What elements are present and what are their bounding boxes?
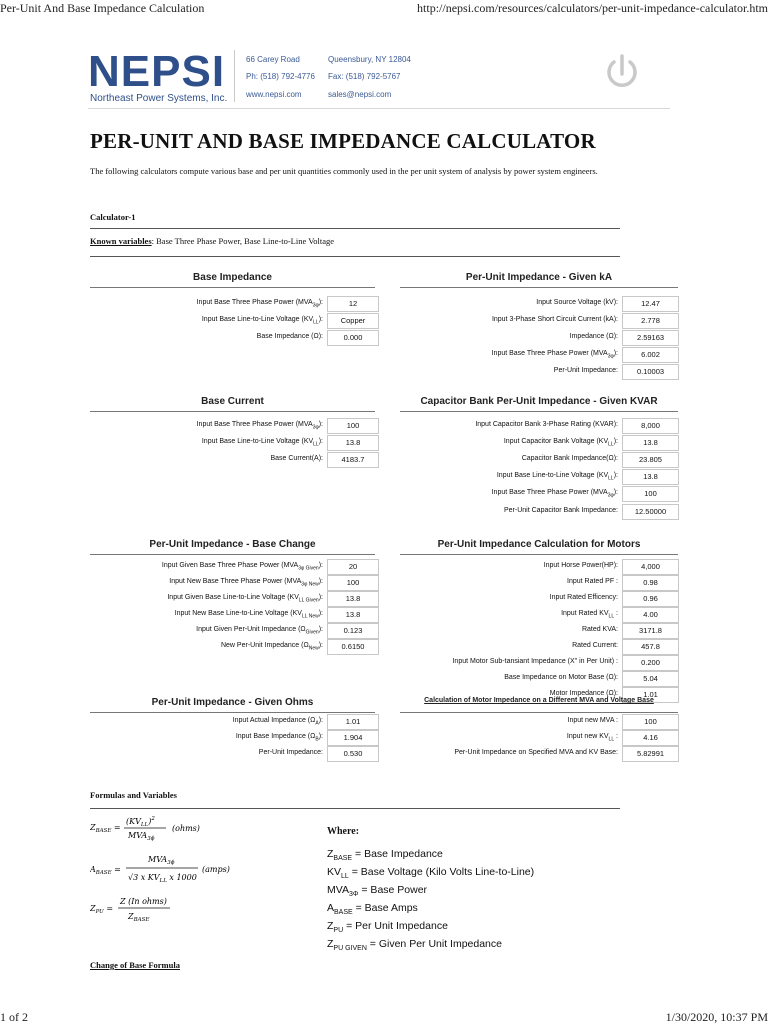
given-ohms-label: Per-Unit Impedance: (258, 749, 323, 756)
base-current-rule (90, 411, 375, 412)
given-ohms-rule (90, 712, 375, 713)
base-change-label: Input New Base Line-to-Line Voltage $(KV_{LL New})$: (174, 610, 323, 620)
banner-divider (234, 50, 235, 102)
motors-input[interactable]: 4.00 (622, 607, 679, 623)
pu-given-ka-label: Impedance (Ω): (569, 333, 618, 340)
motor-diff-input[interactable]: 100 (622, 714, 679, 730)
motor-diff-title: Calculation of Motor Impedance on a Different MVA and Voltage Base (424, 697, 654, 704)
print-header-url[interactable]: http://nepsi.com/resources/calculators/per-unit-impedance-calculator.htm (417, 1, 768, 15)
svg-text:MVA3ϕ: $MVA_{3\phi}$ (148, 855, 175, 866)
pu-given-ka-label: Input 3-Phase Short Circuit Current (kA): (491, 316, 618, 323)
cap-bank-label: Input Capacitor Bank Voltage $(KV_{LL})$: (503, 438, 618, 448)
cap-bank-label: Input Base Line-to-Line Voltage $(KV_{LL})$: (496, 472, 618, 482)
base-impedance-label: Input Base Line-to-Line Voltage $(KV_{LL})$: (201, 316, 323, 326)
motors-label: Base Impedance on Motor Base (Ω): (504, 674, 618, 681)
svg-text:(ohms): (ohms) (172, 824, 200, 833)
pu-given-ka-input[interactable]: 2.778 (622, 313, 679, 329)
motors-label: Rated KVA: (581, 626, 618, 633)
abase-formula (90, 850, 240, 890)
base-change-input[interactable]: 0.123 (327, 623, 379, 639)
base-impedance-rule (90, 287, 375, 288)
motor-diff-label: Per-Unit Impedance on Specified MVA and KV Base: (454, 749, 618, 756)
zbase-formula (90, 812, 230, 846)
cap-bank-input[interactable]: 100 (622, 486, 679, 502)
print-footer-datetime: 1/30/2020, 10:37 PM (665, 1010, 768, 1024)
svg-text:Z (In ohms): Z (In ohms) (120, 897, 167, 906)
base-current-output: 4183.7 (327, 452, 379, 468)
known-vars-rule (90, 256, 620, 257)
pu-given-ka-input[interactable]: 6.002 (622, 347, 679, 363)
base-impedance-label: Input Base Three Phase Power $(MVA_{3\varphi})$: (196, 299, 323, 309)
contact-phone: Ph: (518) 792-4776 (246, 72, 315, 81)
base-current-label: Input Base Line-to-Line Voltage $(KV_{LL})$: (201, 438, 323, 448)
base-current-title: Base Current (201, 396, 264, 407)
cap-bank-input[interactable]: 8,000 (622, 418, 679, 434)
motor-diff-rule (400, 712, 678, 713)
cap-bank-input[interactable]: 13.8 (622, 435, 679, 451)
motors-output: 457.8 (622, 639, 679, 655)
given-ohms-label: Input Base Impedance $(\Omega_B)$: (235, 733, 323, 743)
definition-item: $Z_{PU}$ = Per Unit Impedance (327, 920, 448, 935)
cap-bank-rule (400, 411, 678, 412)
svg-text:ZBASE =: $Z_{BASE}$ = (90, 823, 121, 834)
cap-bank-label: Per-Unit Capacitor Bank Impedance: (504, 507, 618, 514)
base-impedance-title: Base Impedance (193, 272, 272, 283)
definition-item: $KV_{LL}$ = Base Voltage (Kilo Volts Line-to-Line) (327, 866, 535, 881)
svg-text:√3 x KVLL x 1000: √3 x $KV_{LL}$ x 1000 (128, 873, 197, 884)
motors-input[interactable]: 0.200 (622, 655, 679, 671)
base-impedance-label: Base Impedance (Ω): (256, 333, 323, 340)
given-ohms-input[interactable]: 1.904 (327, 730, 379, 746)
motors-input[interactable]: 4,000 (622, 559, 679, 575)
base-change-label: Input Given Per-Unit Impedance $(\Omega_{Given})$: (196, 626, 323, 636)
variable-definitions (327, 848, 534, 956)
cap-bank-label: Input Base Three Phase Power $(MVA_{3\varphi})$: (491, 489, 618, 499)
pu-given-ka-rule (400, 287, 678, 288)
print-footer-page: 1 of 2 (0, 1010, 28, 1024)
print-header-title: Per-Unit And Base Impedance Calculation (0, 1, 205, 15)
given-ohms-input[interactable]: 1.01 (327, 714, 379, 730)
motors-label: Input Motor Sub-tansiant Impedance (X" in Per Unit) : (452, 658, 618, 665)
cap-bank-output: 12.50000 (622, 504, 679, 520)
base-impedance-input[interactable]: 12 (327, 296, 379, 312)
zpu-formula (90, 893, 200, 927)
motors-label: Rated Current: (572, 642, 618, 649)
pu-given-ka-label: Per-Unit Impedance: (553, 367, 618, 374)
base-current-label: Base Current(A): (270, 455, 323, 462)
motors-input[interactable]: 0.98 (622, 575, 679, 591)
nepsi-banner (88, 42, 670, 109)
known-variables (90, 236, 334, 246)
motor-diff-input[interactable]: 4.16 (622, 730, 679, 746)
contact-email[interactable]: sales@nepsi.com (328, 90, 392, 99)
definition-item: $MVA_{3\Phi}$ = Base Power (327, 884, 428, 899)
base-current-label: Input Base Three Phase Power $(MVA_{3\varphi})$: (196, 421, 323, 431)
definition-item: $A_{BASE}$ = Base Amps (327, 902, 418, 917)
base-change-label: Input Given Base Line-to-Line Voltage $(KV_{LL Given})$: (167, 594, 323, 604)
svg-text:ABASE =: $A_{BASE}$ = (90, 865, 121, 876)
svg-text:ZPU =: $Z_{PU}$ = (90, 904, 114, 915)
base-current-input[interactable]: 100 (327, 418, 379, 434)
given-ohms-label: Input Actual Impedance $(\Omega_A)$: (232, 717, 323, 727)
contact-address: 66 Carey Road (246, 55, 300, 64)
formulas-rule (90, 808, 620, 809)
power-icon (598, 48, 646, 96)
svg-text:(KVLL)2: $(KV_{LL})^2$ (126, 816, 155, 828)
base-change-label: Input New Base Three Phase Power $(MVA_{3\varphi New})$: (169, 578, 323, 588)
cap-bank-output: 23.805 (622, 452, 679, 468)
motor-diff-output: 5.82991 (622, 746, 679, 762)
motors-label: Input Rated PF : (567, 578, 618, 585)
motors-input[interactable]: 0.96 (622, 591, 679, 607)
given-ohms-output: 0.530 (327, 746, 379, 762)
cap-bank-input[interactable]: 13.8 (622, 469, 679, 485)
contact-web[interactable]: www.nepsi.com (246, 90, 302, 99)
motors-label: Motor Impedance (Ω): (549, 690, 618, 697)
cap-bank-label: Input Capacitor Bank 3-Phase Rating (KVAR): (475, 421, 618, 428)
intro-text: The following calculators compute various base and per unit quantities commonly used in the per unit system of analysis by power system engineers. (90, 166, 598, 176)
definition-item: $Z_{BASE}$ = Base Impedance (327, 848, 443, 863)
base-change-rule (90, 554, 375, 555)
base-impedance-input[interactable]: Copper (327, 313, 379, 329)
given-ohms-title: Per-Unit Impedance - Given Ohms (151, 697, 314, 708)
base-current-input[interactable]: 13.8 (327, 435, 379, 451)
motors-output: 3171.8 (622, 623, 679, 639)
cap-bank-label: Capacitor Bank Impedance(Ω): (521, 455, 618, 462)
motor-diff-label: Input new MVA : (567, 717, 618, 724)
motors-label: Input Rated Efficency: (549, 594, 618, 601)
motors-title: Per-Unit Impedance Calculation for Motors (437, 539, 641, 550)
change-of-base-heading: Change of Base Formula (90, 960, 180, 970)
svg-text:MVA3ϕ: $MVA_{3\phi}$ (128, 831, 155, 842)
base-impedance-output: 0.000 (327, 330, 379, 346)
contact-city: Queensbury, NY 12804 (328, 55, 411, 64)
svg-text:(amps): (amps) (202, 865, 230, 874)
definition-item: $Z_{PU GIVEN}$ = Given Per Unit Impedance (327, 938, 502, 953)
known-vars-label: Known variables (90, 236, 152, 246)
page-title: PER-UNIT AND BASE IMPEDANCE CALCULATOR (90, 129, 596, 153)
motors-output: 1.01 (622, 687, 679, 703)
base-change-input[interactable]: 20 (327, 559, 379, 575)
contact-fax: Fax: (518) 792-5767 (328, 72, 401, 81)
calculator-rule (90, 228, 620, 229)
nepsi-logo-sub: Northeast Power Systems, Inc. (90, 93, 228, 104)
base-change-input[interactable]: 100 (327, 575, 379, 591)
svg-text:ZBASE: $Z_{BASE}$ (128, 912, 150, 923)
base-change-output: 0.6150 (327, 639, 379, 655)
pu-given-ka-output: 0.10003 (622, 364, 679, 380)
base-change-input[interactable]: 13.8 (327, 591, 379, 607)
motors-rule (400, 554, 678, 555)
pu-given-ka-label: Input Source Voltage (kV): (536, 299, 618, 306)
base-change-input[interactable]: 13.8 (327, 607, 379, 623)
base-change-label: Input Given Base Three Phase Power $(MVA_{3\varphi Given})$: (161, 562, 323, 572)
motors-label: Input Horse Power(HP): (543, 562, 618, 569)
cap-bank-title: Capacitor Bank Per-Unit Impedance - Given KVAR (420, 396, 658, 407)
motors-label: Input Rated $KV_{LL}$ : (561, 610, 618, 620)
known-vars-text: : Base Three Phase Power, Base Line-to-Line Voltage (151, 236, 335, 246)
pu-given-ka-output: 2.59163 (622, 330, 679, 346)
calculator-label: Calculator-1 (90, 212, 136, 222)
pu-given-ka-title: Per-Unit Impedance - Given kA (465, 272, 613, 283)
motors-output: 5.04 (622, 671, 679, 687)
where-label: Where: (327, 826, 360, 837)
motor-diff-label: Input new $KV_{LL}$ : (566, 733, 618, 743)
pu-given-ka-label: Input Base Three Phase Power $(MVA_{3\varphi})$: (491, 350, 618, 360)
base-change-label: New Per-Unit Impedance $(\Omega_{New})$: (220, 642, 323, 652)
formulas-heading: Formulas and Variables (90, 790, 177, 800)
nepsi-logo: NEPSI (88, 47, 226, 96)
base-change-title: Per-Unit Impedance - Base Change (149, 539, 316, 550)
pu-given-ka-input[interactable]: 12.47 (622, 296, 679, 312)
